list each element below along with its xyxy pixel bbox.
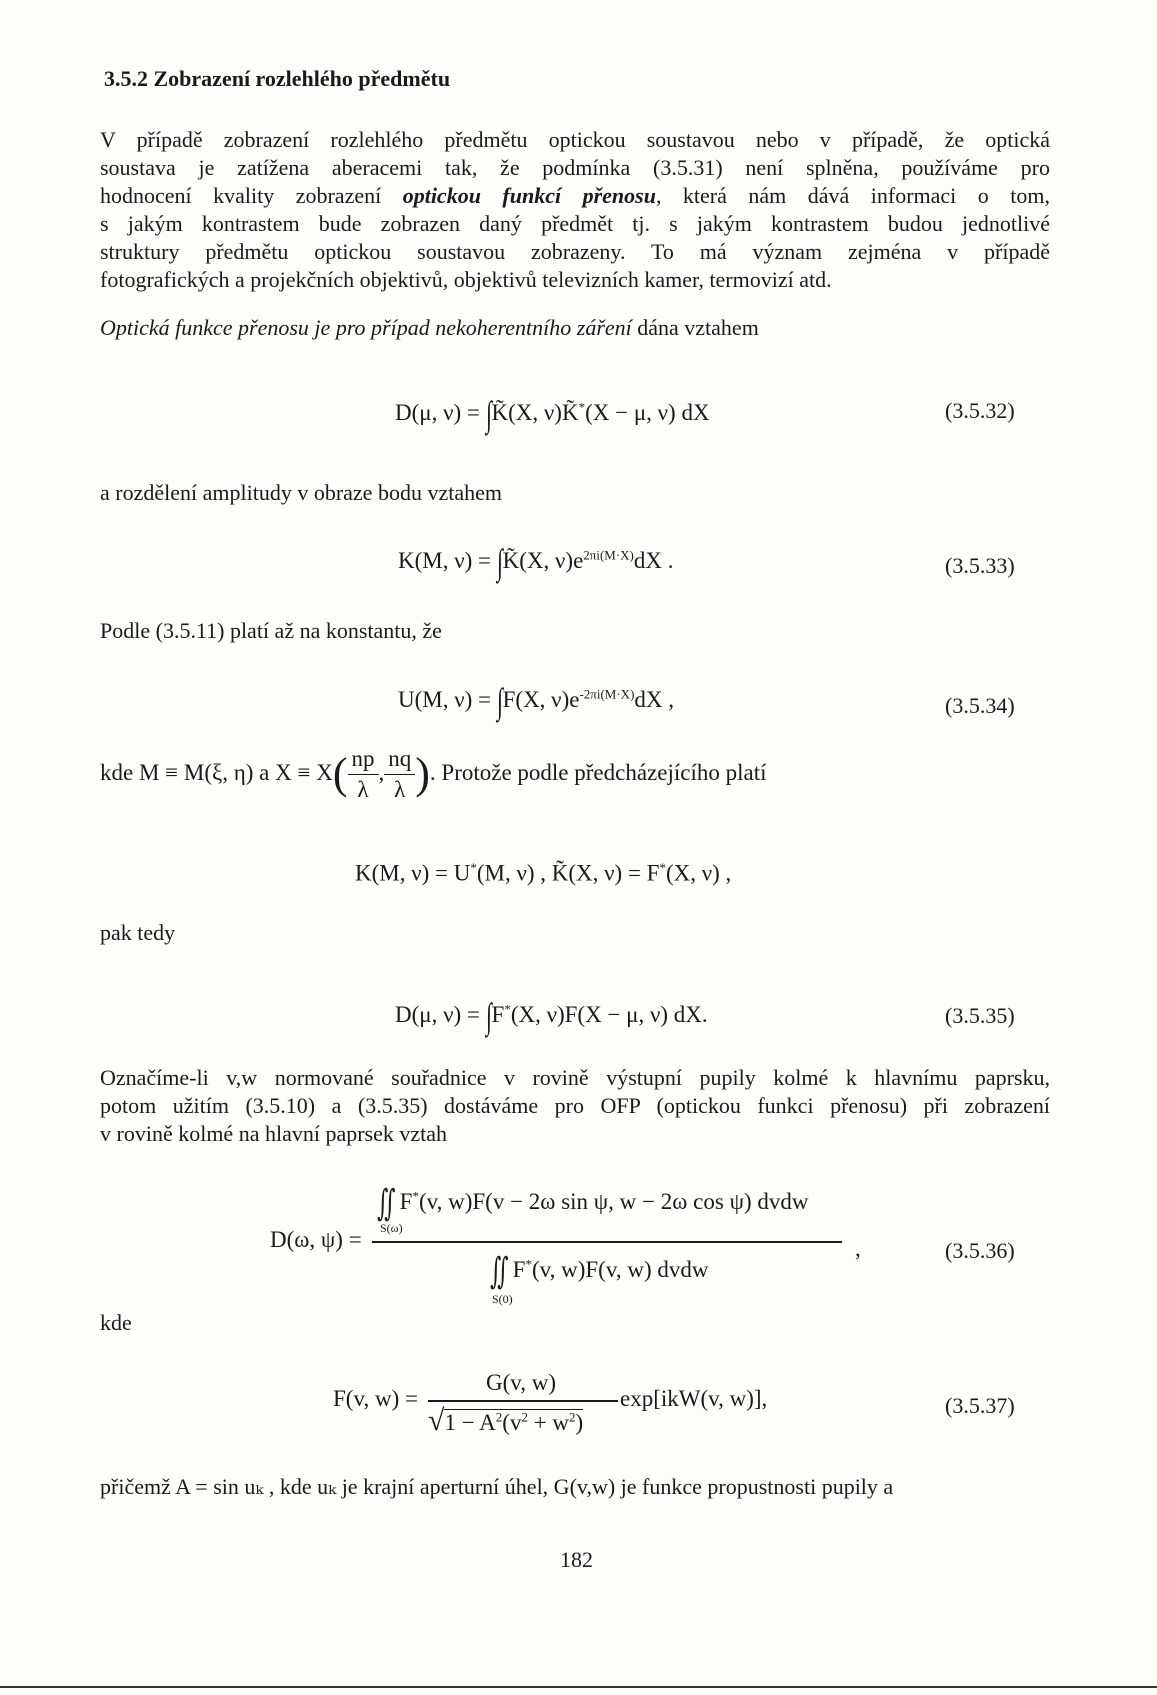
integral-subscript: S(0) [492, 1292, 513, 1306]
eq-sup: -2πi(M·X) [579, 686, 635, 702]
eq-sup: * [412, 1188, 419, 1204]
eq-part: dX . [633, 548, 674, 573]
equation-denominator [486, 1250, 708, 1292]
frac-num: np [348, 746, 379, 775]
fraction-bar [372, 1241, 842, 1243]
text-fragment: , která nám dává informaci o tom, [655, 183, 1050, 208]
equation-3-5-35 [395, 995, 708, 1037]
equation-numerator [373, 1182, 808, 1224]
paragraph-definitions: kde M ≡ M(ξ, η) a X ≡ X( $\frac{np}{\lambda}$ , $\frac{nq}{\lambda}$ ). Protože podle předcházejícího platí [100, 746, 767, 802]
eq-part: (X, ν)F(X − μ, ν) dX. [510, 1002, 708, 1027]
eq-sup: 2 [521, 1409, 528, 1425]
text-fragment: dána vztahem [631, 315, 759, 340]
integral-symbol: ∫ [496, 681, 503, 721]
fraction-bar [428, 1400, 618, 1402]
eq-part: D(μ, ν) = [395, 400, 486, 425]
eq-part: F(X, ν)e [502, 687, 580, 712]
eq-part: D(μ, ν) = [395, 1002, 486, 1027]
page-number: 182 [560, 1547, 593, 1572]
text-line: struktury předmětu optickou soustavou zobrazeny. To má význam zejména v případě [100, 239, 1050, 264]
fraction [384, 746, 415, 803]
eq-part: (v, w)F(v, w) dvdw [531, 1257, 709, 1282]
eq-part: (v [502, 1410, 522, 1435]
eq-part: K(M, ν) = [398, 548, 497, 573]
eq-part: K̃(X, ν)e [502, 548, 584, 573]
eq-sup: 2πi(M·X) [583, 547, 634, 563]
equation-relation [355, 860, 731, 887]
eq-part: U(M, ν) = [398, 687, 497, 712]
equation-lhs: D(ω, ψ) = [270, 1227, 362, 1252]
eq-sup: * [504, 1001, 511, 1017]
equation-numerator: G(v, w) [486, 1370, 557, 1395]
eq-sup: * [659, 860, 666, 875]
equation-3-5-33 [398, 541, 674, 583]
double-integral-symbol: ∬ [377, 1183, 396, 1223]
scan-edge-rule [0, 1686, 1157, 1688]
integral-subscript: S(ω) [380, 1221, 403, 1235]
text-line [100, 182, 1050, 210]
eq-part: + w [527, 1410, 570, 1435]
eq-part: (X − μ, ν) dX [585, 400, 710, 425]
section-heading: 3.5.2 Zobrazení rozlehlého předmětu [104, 66, 451, 91]
equation-3-5-32 [395, 393, 710, 435]
integral-symbol: ∫ [485, 996, 492, 1036]
eq-sup: * [470, 860, 477, 875]
text-line: potom užitím (3.5.10) a (3.5.35) dostáváme pro OFP (optickou funkci přenosu) při zobrazení [100, 1093, 1050, 1118]
eq-part: F [491, 1002, 505, 1027]
sqrt-content [444, 1409, 583, 1435]
equation-number: (3.5.33) [945, 553, 1015, 578]
paren: ) [415, 748, 430, 798]
eq-part: (v, w)F(v − 2ω sin ψ, w − 2ω cos ψ) dvdw [418, 1189, 809, 1214]
eq-part: F [512, 1257, 526, 1282]
eq-sup: * [578, 399, 586, 415]
eq-part: K̃(X, ν)K̃ [491, 400, 579, 425]
text-fragment: . Protože podle předcházejícího platí [429, 759, 767, 785]
eq-part: (M, ν) , K̃(X, ν) = F [476, 860, 660, 886]
text-line: v rovině kolmé na hlavní paprsek vztah [100, 1121, 448, 1146]
text-line: s jakým kontrastem bude zobrazen daný předmět tj. s jakým kontrastem budou jednotlivé [100, 211, 1050, 236]
paragraph: Podle (3.5.11) platí až na konstantu, že [100, 618, 442, 643]
equation-number: (3.5.34) [945, 693, 1015, 718]
integral-symbol: ∫ [485, 394, 492, 434]
double-integral-symbol: ∬ [490, 1251, 509, 1291]
paragraph: přičemž A = sin uₖ , kde uₖ je krajní aperturní úhel, G(v,w) je funkce propustnosti pupily a [100, 1474, 894, 1499]
equation-number: (3.5.37) [945, 1393, 1015, 1418]
frac-den: λ [357, 777, 369, 802]
bold-term: optickou funkcí přenosu [402, 183, 656, 208]
equation-denominator [428, 1404, 583, 1438]
paragraph-definition [100, 315, 759, 341]
frac-den: λ [394, 777, 406, 802]
equation-number: (3.5.36) [945, 1238, 1015, 1263]
text-line: V případě zobrazení rozlehlého předmětu optickou soustavou nebo v případě, že optická [100, 127, 1050, 152]
text-line: soustava je zatížena aberacemi tak, že podmínka (3.5.31) není splněna, používáme pro [100, 155, 1050, 180]
equation-number: (3.5.32) [945, 398, 1015, 423]
equation-3-5-34 [398, 680, 674, 722]
eq-sup: * [525, 1256, 532, 1272]
text-fragment: kde M ≡ M(ξ, η) a X ≡ X [100, 759, 333, 785]
fraction [348, 746, 379, 803]
paragraph: pak tedy [100, 920, 176, 945]
italic-text: Optická funkce přenosu je pro případ nekoherentního záření [100, 315, 632, 340]
frac-num: nq [384, 746, 415, 775]
equation-rhs: exp[ikW(v, w)], [620, 1386, 768, 1411]
equation-trailing-comma: , [855, 1236, 861, 1261]
paragraph-ofp [100, 1064, 1050, 1148]
paren: ( [332, 748, 348, 798]
paragraph-intro [100, 126, 1050, 294]
integral-symbol: ∫ [496, 542, 503, 582]
eq-part: dX , [634, 687, 675, 712]
equation-lhs: F(v, w) = [333, 1386, 418, 1411]
eq-part: (X, ν) , [665, 860, 732, 886]
equation-number: (3.5.35) [945, 1003, 1015, 1028]
eq-sup: 2 [495, 1409, 503, 1425]
sqrt-symbol: √ [428, 1404, 445, 1437]
paragraph: kde [100, 1310, 132, 1335]
eq-sup: 2 [569, 1409, 576, 1425]
paragraph: a rozdělení amplitudy v obraze bodu vztahem [100, 480, 502, 505]
eq-part: ) [575, 1410, 584, 1435]
eq-part: 1 − A [444, 1410, 496, 1435]
text-fragment: hodnocení kvality zobrazení [100, 183, 403, 208]
text-line: Označíme-li v,w normované souřadnice v rovině výstupní pupily kolmé k hlavnímu paprsku, [100, 1065, 1050, 1090]
eq-part: F [399, 1189, 413, 1214]
text-line: fotografických a projekčních objektivů, objektivů televizních kamer, termovizí atd. [100, 267, 832, 292]
eq-part: K(M, ν) = U [355, 860, 471, 886]
